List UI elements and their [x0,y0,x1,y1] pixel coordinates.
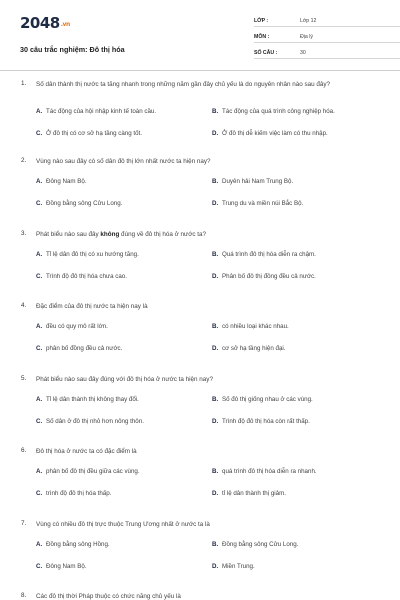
option-d[interactable]: D. Ở đô thị dễ kiếm việc làm có thu nhập. [212,130,328,137]
option-c[interactable]: C. Đồng bằng sông Cửu Long. [36,200,123,207]
question-number: 5. [21,374,27,382]
option-a[interactable]: A. Đông Nam Bộ. [36,178,87,185]
question-text: Vùng có nhiều đô thị trực thuộc Trung Ương nhất ở nước ta là [36,520,210,528]
option-b[interactable]: B. Duyên hải Nam Trung Bộ. [212,178,294,185]
emphasis-word: không [100,230,120,238]
option-c[interactable]: C. phân bố đồng đều cả nước. [36,345,123,352]
meta-value: 30 [300,50,306,56]
question-number: 8. [21,592,27,599]
meta-key: LỚP : [254,18,269,24]
option-d[interactable]: D. Trung du và miền núi Bắc Bộ. [212,200,304,207]
option-a[interactable]: A. phân bố đô thị đều giữa các vùng. [36,468,140,475]
question-number: 2. [21,157,27,164]
meta-row-count [254,46,400,59]
option-b[interactable]: B. Số đô thị giống nhau ở các vùng. [212,395,313,403]
document-title: 30 câu trắc nghiệm: Đô thị hóa [20,45,125,54]
question-3 [18,230,382,303]
question-4 [18,302,382,375]
option-a[interactable]: A. Đồng bằng sông Hồng. [36,540,110,548]
option-a[interactable]: A. Tỉ lệ dân đô thị có xu hướng tăng. [36,250,139,258]
option-c[interactable]: C. trình độ đô thị hóa thấp. [36,490,112,497]
header-divider [0,70,400,71]
option-a[interactable]: A. đều có quy mô rất lớn. [36,323,108,330]
question-text: Đặc điểm của đô thị nước ta hiện nay là [36,303,148,310]
option-a[interactable]: A. Tác động của hội nhập kinh tế toàn cầu. [36,108,157,115]
option-b[interactable]: B. Đồng bằng sông Cửu Long. [212,540,299,548]
option-c[interactable]: C. Số dân ở đô thị nhỏ hơn nông thôn. [36,417,144,425]
question-number: 1. [21,80,27,87]
question-number: 7. [21,519,27,527]
option-b[interactable]: B. quá trình đô thị hóa diễn ra nhanh. [212,468,317,475]
option-c[interactable]: C. Trình độ đô thị hóa chưa cao. [36,272,127,280]
question-text: Phát biểu nào sau đây đúng với đô thị hóa ở nước ta hiện nay? [36,375,213,383]
question-text: Số dân thành thị nước ta tăng nhanh trong những năm gần đây chủ yếu là do nguyên nhân nào sau đây? [36,81,331,88]
question-6 [18,447,382,520]
question-text: Các đô thị thời Pháp thuộc có chức năng chủ yếu là [36,593,181,600]
question-number: 4. [21,302,27,309]
meta-key: MÔN : [254,34,270,40]
meta-info [254,14,400,62]
question-number: 3. [21,229,27,237]
page-header [18,12,382,66]
meta-row-class [254,14,400,27]
question-7 [18,520,382,593]
logo-main: 2048 [20,14,60,32]
option-d[interactable]: D. Miền Trung. [212,562,255,570]
logo-suffix: .vn [60,21,70,28]
question-text: Đô thị hóa ở nước ta có đặc điểm là [36,448,137,455]
option-d[interactable]: D. tỉ lệ dân thành thị giảm. [212,490,286,497]
question-5 [18,375,382,448]
question-text: Phát biểu nào sau đây không đúng về đô thị hóa ở nước ta? [36,230,207,238]
question-list [18,80,382,600]
option-a[interactable]: A. Tỉ lệ dân thành thị không thay đổi. [36,395,139,403]
option-d[interactable]: D. Trình độ đô thị hóa còn rất thấp. [212,417,310,425]
option-d[interactable]: D. Phân bố đô thị đồng đều cả nước. [212,272,316,280]
question-text: Vùng nào sau đây có số dân đô thị lớn nhất nước ta hiện nay? [36,158,211,165]
option-b[interactable]: B. Quá trình đô thị hóa diễn ra chậm. [212,250,316,258]
site-logo[interactable] [20,14,70,32]
option-c[interactable]: C. Ở đô thị có cơ sở hạ tầng càng tốt. [36,130,142,137]
option-b[interactable]: B. có nhiều loại khác nhau. [212,323,289,330]
question-1 [18,80,382,157]
option-c[interactable]: C. Đông Nam Bộ. [36,562,87,570]
option-d[interactable]: D. cơ sở hạ tầng hiện đại. [212,345,286,352]
option-b[interactable]: B. Tác động của quá trình công nghiệp hóa. [212,108,335,115]
question-number: 6. [21,447,27,454]
question-2 [18,157,382,230]
meta-row-subject [254,30,400,43]
meta-value: Địa lý [300,34,313,40]
meta-value: Lớp 12 [300,18,317,24]
question-8 [18,592,382,600]
meta-key: SỐ CÂU : [254,50,278,56]
